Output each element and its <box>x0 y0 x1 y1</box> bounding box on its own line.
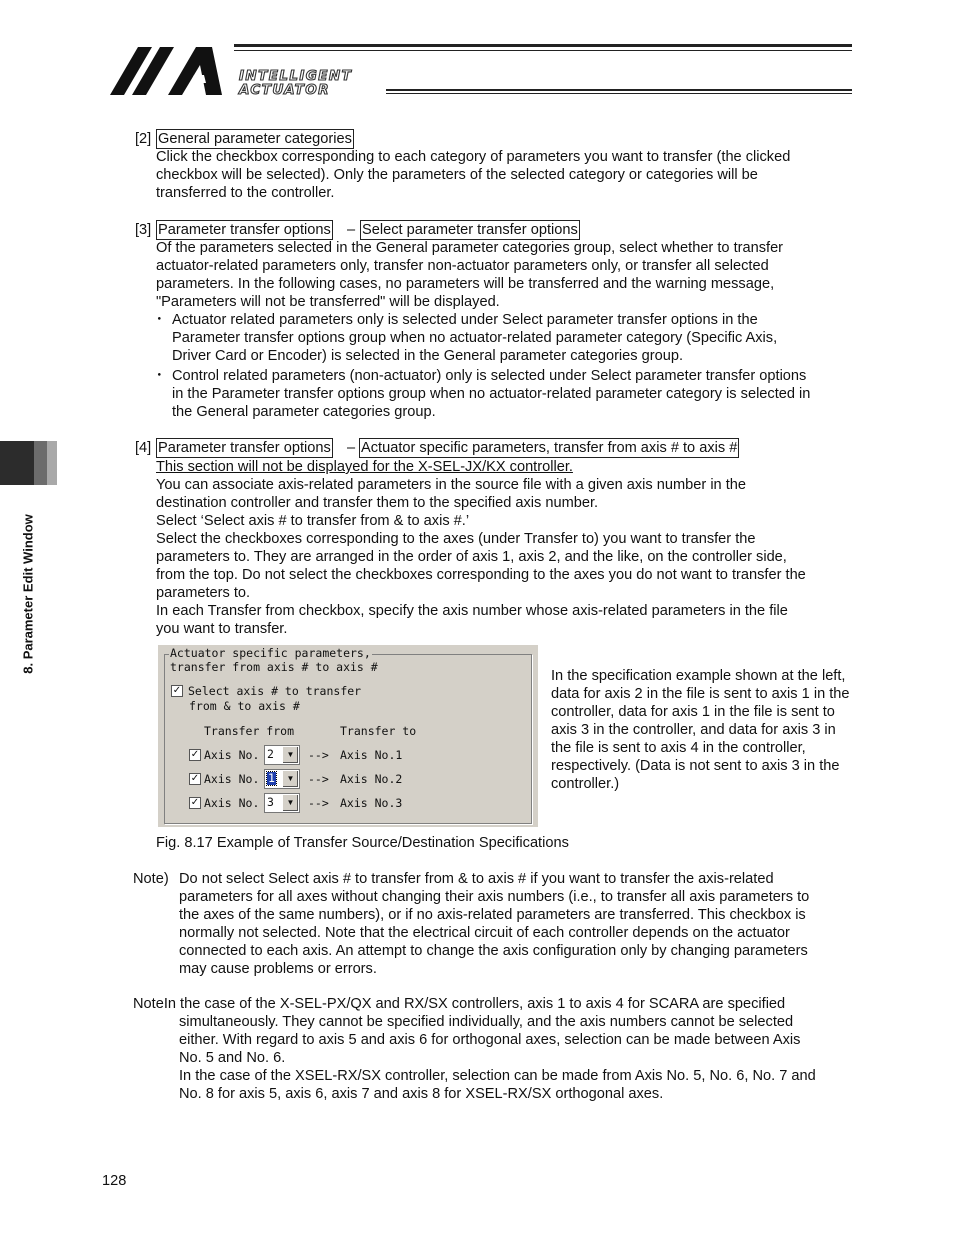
note-2-line-5: In the case of the XSEL-RX/SX controller, selection can be made from Axis No. 5, No. 6, No. 7 and <box>179 1068 816 1084</box>
note-1-line-5: connected to each axis. An attempt to change the axis configuration only by changing parameters <box>179 943 808 959</box>
note-2-line-1: NoteIn the case of the X-SEL-PX/QX and RX/SX controllers, axis 1 to axis 4 for SCARA are specified <box>133 996 786 1012</box>
chevron-down-icon[interactable]: ▼ <box>282 771 298 787</box>
transfer-spec-screenshot <box>158 645 538 827</box>
section-4-line-5: parameters to. They are arranged in the order of axis 1, axis 2, and the like, on the controller side, <box>156 549 787 565</box>
bullet-2-line-2: in the Parameter transfer options group when no actuator-related parameter category is selected in <box>172 386 811 402</box>
figure-desc-line-4: axis 3 in the controller, and data for axis 3 in <box>551 722 836 738</box>
figure-desc-line-6: respectively. (Data is not sent to axis 3 in the <box>551 758 840 774</box>
figure-desc-line-3: controller, data for axis 1 in the file is sent to <box>551 704 835 720</box>
section-4-title-1: Parameter transfer options <box>158 440 331 456</box>
section-3-dash: – <box>347 222 356 238</box>
axis-1-to-label: Axis No.1 <box>340 748 403 762</box>
axis-1-from-select[interactable] <box>264 745 300 765</box>
section-4-line-1: You can associate axis-related parameters in the source file with a given axis number in the <box>156 477 747 493</box>
header-rule-top-thin <box>234 50 852 51</box>
axis-3-arrow: --> <box>308 796 329 810</box>
section-4-line-7: parameters to. <box>156 585 251 601</box>
select-axis-checkbox[interactable]: ✓ <box>172 685 182 696</box>
chevron-down-icon[interactable]: ▼ <box>282 795 298 811</box>
section-2-line-2: checkbox will be selected). Only the parameters of the selected category or categories will be <box>156 167 758 183</box>
group-title-line-2: transfer from axis # to axis # <box>170 660 378 674</box>
axis-1-from-value: 2 <box>267 747 274 761</box>
column-transfer-to: Transfer to <box>340 724 417 738</box>
note-1-line-6: may cause problems or errors. <box>179 961 377 977</box>
section-3-title-2: Select parameter transfer options <box>362 222 578 238</box>
note-1-line-2: parameters for all axes without changing their axis numbers (i.e., to transfer all axis parameters to <box>179 889 810 905</box>
header-rule-bottom <box>386 89 852 91</box>
note-2-line-2: simultaneously. They cannot be specified individually, and the axis numbers cannot be selected <box>179 1014 794 1030</box>
select-axis-label-2: from & to axis # <box>189 699 300 713</box>
section-4-number: [4] <box>135 440 152 456</box>
section-4-title-2: Actuator specific parameters, transfer from axis # to axis # <box>361 440 738 456</box>
axis-2-from-select[interactable] <box>264 769 300 789</box>
figure-desc-line-1: In the specification example shown at the left, <box>551 668 846 684</box>
axis-3-from-select[interactable] <box>264 793 300 813</box>
figure-caption: Fig. 8.17 Example of Transfer Source/Destination Specifications <box>156 835 569 851</box>
side-tab-mid <box>34 441 47 485</box>
bullet-1-line-3: Driver Card or Encoder) is selected in the General parameter categories group. <box>172 348 684 364</box>
axis-1-arrow: --> <box>308 748 329 762</box>
figure-desc-line-2: data for axis 2 in the file is sent to axis 1 in the <box>551 686 850 702</box>
page-number: 128 <box>102 1173 127 1189</box>
chevron-down-icon[interactable]: ▼ <box>282 747 298 763</box>
axis-2-to-label: Axis No.2 <box>340 772 403 786</box>
select-axis-label-1: Select axis # to transfer <box>188 684 362 698</box>
section-3-title-1: Parameter transfer options <box>158 222 331 238</box>
figure-desc-line-5: the file is sent to axis 4 in the controller, <box>551 740 806 756</box>
axis-3-checkbox[interactable]: ✓ <box>190 797 200 808</box>
section-3-line-2: actuator-related parameters only, transfer non-actuator parameters only, or transfer all selected <box>156 258 769 274</box>
axis-1-from-label: Axis No. <box>204 748 260 762</box>
note-2-line-6: No. 8 for axis 5, axis 6, axis 7 and axis 8 for XSEL-RX/SX orthogonal axes. <box>179 1086 664 1102</box>
section-4-note-underlined: This section will not be displayed for the X-SEL-JX/KX controller. <box>156 459 573 475</box>
section-2-line-3: transferred to the controller. <box>156 185 335 201</box>
side-tab-light <box>47 441 57 485</box>
bullet-1-line-2: Parameter transfer options group when no actuator-related parameter category (Specific Axis, <box>172 330 778 346</box>
header-rule-top <box>234 44 852 47</box>
bullet-2-marker: ・ <box>152 368 167 384</box>
company-logo <box>110 45 236 97</box>
note-1-line-4: normally not selected. Note that the electrical circuit of each controller depends on the actuator <box>179 925 790 941</box>
side-tab-dark <box>0 441 34 485</box>
section-4-dash: – <box>347 440 356 456</box>
note-1-label: Note) <box>133 871 169 887</box>
note-1-line-3: the axes of the same numbers), or if no axis-related parameters are transferred. This checkbox is <box>179 907 806 923</box>
section-4-line-2: destination controller and transfer them to the specified axis number. <box>156 495 599 511</box>
section-3-line-4: "Parameters will not be transferred" will be displayed. <box>156 294 500 310</box>
axis-2-from-label: Axis No. <box>204 772 260 786</box>
note-1-line-1: Do not select Select axis # to transfer from & to axis # if you want to transfer the axis-related <box>179 871 774 887</box>
axis-3-to-label: Axis No.3 <box>340 796 403 810</box>
brand-line-2: ACTUATOR <box>239 82 330 98</box>
bullet-2-line-1: Control related parameters (non-actuator) only is selected under Select parameter transfer options <box>172 368 807 384</box>
section-4-line-6: from the top. Do not select the checkboxes corresponding to the axes you do not want to transfer the <box>156 567 806 583</box>
figure-desc-line-7: controller.) <box>551 776 620 792</box>
axis-3-from-label: Axis No. <box>204 796 260 810</box>
bullet-1-marker: ・ <box>152 312 167 328</box>
axis-2-from-value: 1 <box>268 771 275 785</box>
section-4-line-9: you want to transfer. <box>156 621 288 637</box>
bullet-1-line-1: Actuator related parameters only is selected under Select parameter transfer options in the <box>172 312 758 328</box>
section-2-title: General parameter categories <box>158 131 352 147</box>
axis-3-from-value: 3 <box>267 795 274 809</box>
section-2-line-1: Click the checkbox corresponding to each category of parameters you want to transfer (the clicked <box>156 149 791 165</box>
section-3-line-1: Of the parameters selected in the General parameter categories group, select whether to transfer <box>156 240 784 256</box>
axis-1-checkbox[interactable]: ✓ <box>190 749 200 760</box>
side-tab-label: 8. Parameter Edit Window <box>20 514 36 674</box>
header-rule-bottom-thin <box>386 93 852 94</box>
axis-2-checkbox[interactable]: ✓ <box>190 773 200 784</box>
section-4-line-3: Select ‘Select axis # to transfer from & to axis #.’ <box>156 513 470 529</box>
column-transfer-from: Transfer from <box>204 724 295 738</box>
note-2-line-4: No. 5 and No. 6. <box>179 1050 286 1066</box>
axis-2-arrow: --> <box>308 772 329 786</box>
bullet-2-line-3: the General parameter categories group. <box>172 404 436 420</box>
section-3-number: [3] <box>135 222 152 238</box>
section-2-number: [2] <box>135 131 152 147</box>
group-title-line-1: Actuator specific parameters, <box>170 646 371 660</box>
brand-line-1: INTELLIGENT <box>239 68 353 84</box>
section-3-line-3: parameters. In the following cases, no parameters will be transferred and the warning message, <box>156 276 775 292</box>
section-4-line-4: Select the checkboxes corresponding to the axes (under Transfer to) you want to transfer the <box>156 531 756 547</box>
note-2-line-3: either. With regard to axis 5 and axis 6 for orthogonal axes, selection can be made between Axis <box>179 1032 801 1048</box>
section-4-line-8: In each Transfer from checkbox, specify the axis number whose axis-related parameters in the file <box>156 603 788 619</box>
